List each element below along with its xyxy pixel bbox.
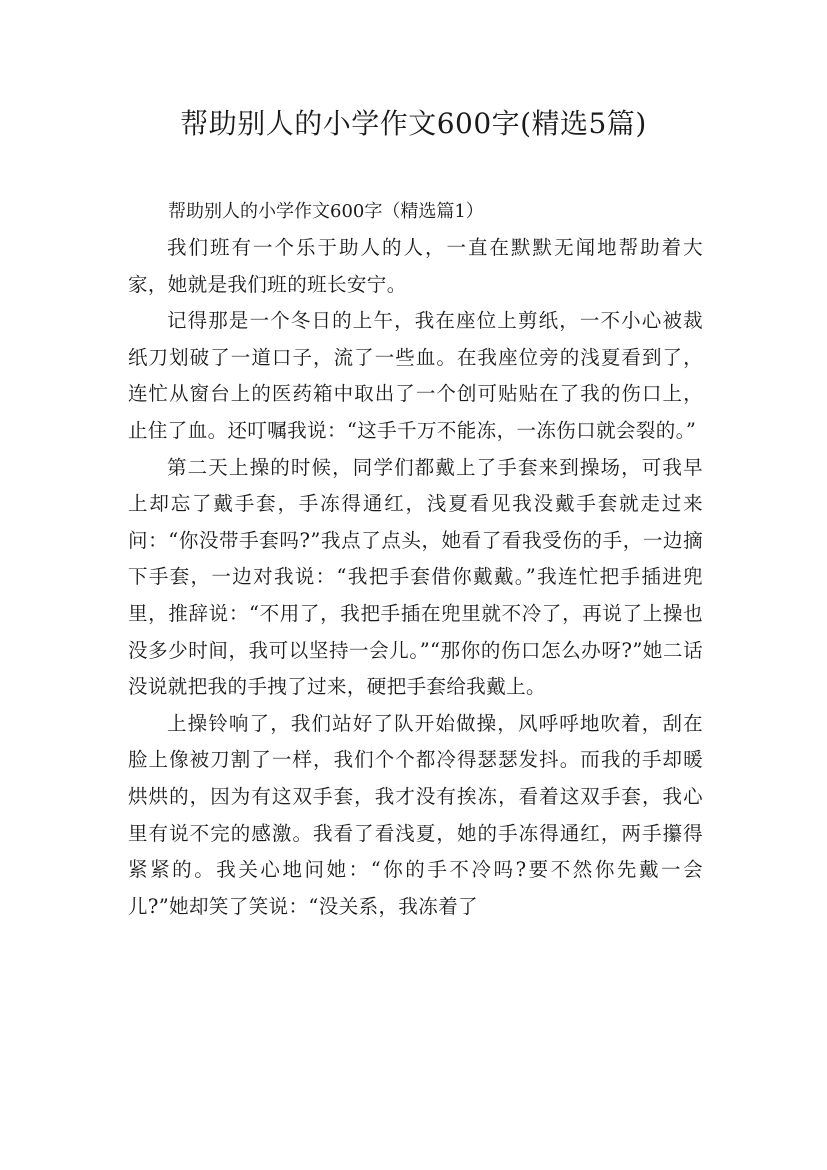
paragraph-1: 我们班有一个乐于助人的人，一直在默默无闻地帮助着大家，她就是我们班的班长安宁。 — [128, 236, 703, 296]
document-body — [128, 194, 703, 925]
paragraph-3: 第二天上操的时候，同学们都戴上了手套来到操场，可我早上却忘了戴手套，手冻得通红，浅夏看见我没戴手套就走过来问：“你没带手套吗?”我点了点头，她看了看我受伤的手，一边摘下手套，一边对我说：“我把手套借你戴戴。”我连忙把手插进兜里，推辞说：“不用了，我把手插在兜里就不冷了，再说了上操也没多少时间，我可以坚持一会儿。”“那你的伤口怎么办呀?”她二话没说就把我的手拽了过来，硬把手套给我戴上。 — [128, 455, 703, 699]
paragraph-2: 记得那是一个冬日的上午，我在座位上剪纸，一不小心被裁纸刀划破了一道口子，流了一些血。在我座位旁的浅夏看到了，连忙从窗台上的医药箱中取出了一个创可贴贴在了我的伤口上，止住了血。还叮嘱我说：“这手千万不能冻，一冻伤口就会裂的。” — [128, 309, 703, 442]
section-heading: 帮助别人的小学作文600字（精选篇1） — [168, 201, 484, 222]
paragraph-4: 上操铃响了，我们站好了队开始做操，风呼呼地吹着，刮在脸上像被刀割了一样，我们个个都冷得瑟瑟发抖。而我的手却暖烘烘的，因为有这双手套，我才没有挨冻，看着这双手套，我心里有说不完的感激。我看了看浅夏，她的手冻得通红，两手攥得紧紧的。我关心地问她：“你的手不冷吗?要不然你先戴一会儿?”她却笑了笑说：“没关系，我冻着了 — [128, 711, 703, 918]
document-title: 帮助别人的小学作文600字(精选5篇) — [180, 107, 647, 140]
